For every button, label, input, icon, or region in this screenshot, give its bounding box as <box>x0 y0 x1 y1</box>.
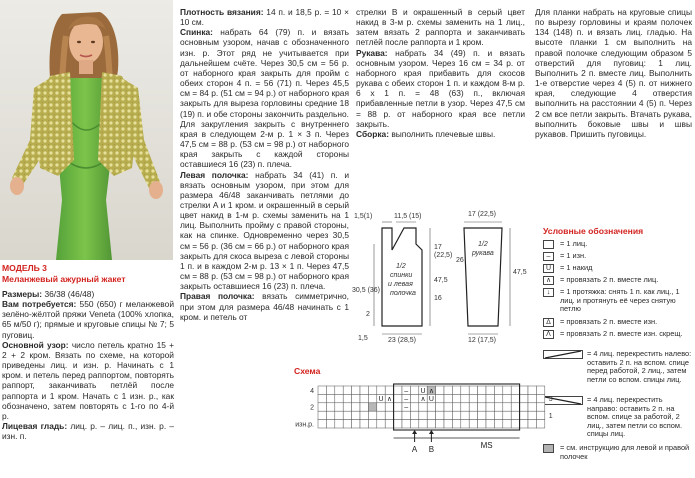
dim-top-left: 1,5(1) <box>354 213 373 220</box>
sleeve-label: Рукава: <box>356 47 388 58</box>
chart-cell <box>335 403 343 411</box>
chart-cell <box>343 411 351 419</box>
density-label: Плотность вязания: <box>180 7 264 17</box>
chart-cell <box>394 420 402 428</box>
chart-cell <box>385 411 393 419</box>
rapport-label: MS <box>480 441 493 450</box>
sleeve-12: 12 (17,5) <box>468 337 497 344</box>
column-2-text <box>180 7 349 322</box>
chart-cell <box>436 411 444 419</box>
chart-cell <box>536 394 544 402</box>
chart-cell <box>461 411 469 419</box>
chart-cell <box>511 394 519 402</box>
chart-cell <box>478 411 486 419</box>
legend-text: = провязать 2 п. вместе изн. <box>560 317 658 326</box>
chart-cell <box>461 394 469 402</box>
scheme-title: Схема <box>294 366 321 376</box>
chart-cell <box>528 394 536 402</box>
dim-height-b: (22,5) <box>434 252 453 259</box>
garment-diagram <box>352 204 532 354</box>
legend-text: = провязать 2 п. вместе лиц. <box>560 275 659 284</box>
chart-cell <box>360 403 368 411</box>
assembly-value: выполнить плечевые швы. <box>391 128 496 139</box>
dim-side: 2 <box>366 311 370 318</box>
chart-cell <box>377 386 385 394</box>
chart-cell <box>385 386 393 394</box>
chart-cell <box>444 386 452 394</box>
chart-row-label: 3 <box>548 396 553 404</box>
stockinette-paragraph <box>2 421 174 441</box>
chart-row-label: изн.р. <box>295 421 314 429</box>
chart-row-label: 4 <box>310 387 314 395</box>
chart-cell <box>436 386 444 394</box>
chart-cell <box>486 394 494 402</box>
sleeve-top: 17 (22,5) <box>468 211 497 218</box>
chart-cell <box>528 411 536 419</box>
chart-cell <box>410 403 418 411</box>
chart-cell <box>352 411 360 419</box>
chart-cell <box>511 403 519 411</box>
legend-text: = 1 лиц. <box>560 239 588 248</box>
density-value: 14 п. и 18,5 р. = 10 × 10 см. <box>180 7 349 28</box>
legend-symbol-icon: ↓ <box>543 288 554 297</box>
chart-cell <box>461 403 469 411</box>
chart-cell <box>503 411 511 419</box>
legend-text: = 1 накид <box>560 263 593 272</box>
stockinette-value: лиц. р. – лиц. п., изн. р. – изн. п. <box>2 421 175 442</box>
chart-cell <box>318 411 326 419</box>
legend-symbol-icon: ∧ <box>543 276 554 285</box>
chart-cell <box>410 420 418 428</box>
legend-symbol-icon <box>543 444 554 453</box>
sleeve-26: 26 <box>456 257 464 264</box>
chart-cell <box>368 386 376 394</box>
chart-row-label: 2 <box>310 404 314 412</box>
chart-symbol: – <box>404 387 409 395</box>
dim-bottom: 23 (28,5) <box>388 337 417 344</box>
chart-cell <box>478 420 486 428</box>
materials-label: Вам потребуется: <box>2 299 77 310</box>
dim-47-5: 47,5 <box>434 277 448 284</box>
materials-paragraph <box>2 299 174 340</box>
chart-cell <box>368 394 376 402</box>
arrow-a-label: A <box>411 445 418 454</box>
chart-cell <box>536 411 544 419</box>
dim-top-a: 11,5 (15) <box>394 213 422 220</box>
legend-title: Условные обозначения <box>543 226 644 236</box>
chart-symbol: ∧ <box>420 396 426 404</box>
chart-cell <box>410 411 418 419</box>
chart-cell <box>478 386 486 394</box>
chart-cell <box>469 420 477 428</box>
chart-cell <box>478 394 486 402</box>
chart-cell <box>335 420 343 428</box>
chart-cell <box>427 403 435 411</box>
chart-cell <box>427 411 435 419</box>
chart-cell <box>520 386 528 394</box>
chart-cell <box>436 420 444 428</box>
chart-cell <box>461 386 469 394</box>
arrow-b-label: B <box>428 445 435 454</box>
chart-symbol: – <box>404 404 409 412</box>
chart-cell <box>494 420 502 428</box>
garment-diagram-svg <box>352 204 532 354</box>
chart-cell <box>503 420 511 428</box>
chart-cell <box>486 386 494 394</box>
sizes-value: 36/38 (46/48) <box>44 289 95 299</box>
chart-cell <box>335 411 343 419</box>
chart-cell <box>478 403 486 411</box>
chart-cell <box>427 420 435 428</box>
legend-symbol-icon: U <box>543 264 554 273</box>
arrow-b-head-icon <box>429 430 434 434</box>
chart-cell <box>494 403 502 411</box>
right-front-paragraph <box>180 291 349 321</box>
chart-cell <box>528 403 536 411</box>
legend-symbol-icon <box>543 240 554 249</box>
legend-text: = провязать 2 п. вместе изн. скрещ. <box>560 329 683 338</box>
chart-cell <box>318 403 326 411</box>
chart-cell <box>360 411 368 419</box>
chart-cell <box>360 386 368 394</box>
chart-cell <box>486 420 494 428</box>
right-front-value: вязать симметрично, при этом для размера 46/48 начинать с 1 кром. и петель от <box>180 291 349 322</box>
chart-cell <box>360 394 368 402</box>
right-front-label: Правая полочка: <box>180 291 255 302</box>
chart-cell <box>326 394 334 402</box>
model-photo-illustration <box>0 0 173 260</box>
chart-cell <box>452 394 460 402</box>
chart-cell <box>511 411 519 419</box>
chart-cell <box>436 403 444 411</box>
chart-cell <box>469 394 477 402</box>
model-number: МОДЕЛЬ 3 <box>2 263 47 273</box>
chart-cell <box>352 394 360 402</box>
chart-cell <box>452 420 460 428</box>
chart-cell <box>368 420 376 428</box>
dim-mid: 30,5 (36) <box>352 287 381 294</box>
chart-cell <box>377 403 385 411</box>
chart-row-label: 1 <box>548 413 553 420</box>
stitch-chart-svg <box>282 376 553 473</box>
legend-text: = 1 протяжка: снять 1 п. как лиц., 1 лиц. и протянуть её через снятую петлю <box>560 287 680 314</box>
chart-cell <box>335 386 343 394</box>
chart-cell <box>352 420 360 428</box>
chart-cell <box>326 386 334 394</box>
chart-cell <box>444 403 452 411</box>
chart-cell <box>394 403 402 411</box>
front-piece-label: 1/2 спинки и левая полочка <box>388 263 416 297</box>
assembly-label: Сборка: <box>356 128 389 139</box>
chart-cell <box>503 386 511 394</box>
chart-cell <box>444 420 452 428</box>
stockinette-label: Лицевая гладь: <box>2 421 68 432</box>
back-label: Спинка: <box>180 27 213 38</box>
chart-cell <box>385 420 393 428</box>
chart-cell <box>326 411 334 419</box>
dim-height-a: 17 <box>434 244 442 251</box>
chart-cell <box>469 386 477 394</box>
chart-cell <box>343 394 351 402</box>
chart-cell <box>368 411 376 419</box>
main-pattern-paragraph <box>2 340 174 421</box>
chart-cell <box>520 411 528 419</box>
left-front-label: Левая полочка: <box>180 169 249 180</box>
chart-cell <box>520 394 528 402</box>
chart-cell <box>536 420 544 428</box>
chart-cell <box>402 420 410 428</box>
chart-symbol: U <box>428 396 434 404</box>
chart-cell <box>318 420 326 428</box>
chart-cell <box>494 394 502 402</box>
chart-cell <box>419 411 427 419</box>
chart-cell <box>410 394 418 402</box>
chart-cell <box>536 403 544 411</box>
chart-cell <box>528 386 536 394</box>
sleeve-piece-label: 1/2 рукава <box>472 241 494 257</box>
chart-symbol: U <box>420 387 426 395</box>
chart-cell <box>385 403 393 411</box>
chart-cell <box>486 411 494 419</box>
chart-cell <box>335 394 343 402</box>
continuation-paragraph: стрелки B и окрашенный в серый цвет накид в 3-м р. схемы заменить на 1 лиц., затем вязать 2 раппорта и заканчивать петлёй после раппорта и 1 кром. <box>356 7 525 48</box>
chart-cell <box>352 386 360 394</box>
legend-text: = 1 изн. <box>560 251 587 260</box>
chart-cell <box>494 386 502 394</box>
chart-cell <box>343 403 351 411</box>
chart-cell <box>511 420 519 428</box>
chart-cell <box>377 420 385 428</box>
legend-text: = 4 лиц. перекрестить направо: оставить 2 п. на вспом. спице за работой, 2 лиц., затем петли со вспом. спицы лиц. <box>587 395 683 439</box>
left-column-text <box>2 289 174 441</box>
left-front-value: набрать 34 (41) п. и вязать основным узором, при этом для размера 46/48 заканчивать петлями до стрелки A и 1 кром. и окрашенный в серый цвет накид в 1-м р. схемы заменить на 1 лиц. Выполнить пройму с правой стороны, как на спинке. Одновременно через 30,5 см = 56 р. (36 см = 66 р.) от наборного края закрыть для скоса выреза с левой стороны 1 п. и в каждом 2-м р. 13 × 1 п. Через 47,5 см = 88 р. (53 см = 98 р.) от наборного края закрыть оставшиеся 16 (23) п. плеча. <box>180 169 350 292</box>
main-pattern-label: Основной узор: <box>2 339 69 350</box>
column-3-text <box>356 7 525 139</box>
chart-cell <box>469 411 477 419</box>
sleeve-paragraph <box>356 48 525 129</box>
chart-cell <box>469 403 477 411</box>
chart-symbol: – <box>404 396 409 404</box>
chart-cell <box>318 386 326 394</box>
chart-cell <box>536 386 544 394</box>
legend-symbol-icon: – <box>543 252 554 261</box>
chart-cell <box>486 403 494 411</box>
model-photo <box>0 0 173 260</box>
dim-16: 16 <box>434 295 442 302</box>
dim-bottom-left: 1,5 <box>358 335 368 342</box>
legend-text: = см. инструкцию для левой и правой полочек <box>560 443 690 461</box>
back-value: набрать 64 (79) п. и вязать основным узором, начав с обозначенного изн. р. Этот ряд не учитывается при дальнейшем счёте. Через 30,5 см = 56 р. от наборного края закрыть для пройм с обеих сторон 4 п. = 56 (71) п. Через 45,5 см = 84 р. (51 см = 94 р.) от наборного края закрыть для выреза горловины средние 18 (19) п. и обе стороны закончить раздельно. Для закругления закрыть с внутреннего края в следующем 2-м р. 1 × 3 п. Через 47,5 см = 88 р. (53 см = 98 р.) от наборного края закрыть с каждой стороны оставшиеся 16 (23) п. плеча. <box>180 27 349 170</box>
model-heading <box>2 263 174 284</box>
model-title: Меланжевый ажурный жакет <box>2 273 126 284</box>
chart-cell <box>461 420 469 428</box>
chart-cell <box>503 394 511 402</box>
sleeve-side: 47,5 <box>513 269 527 276</box>
chart-cell <box>377 411 385 419</box>
chart-cell <box>360 420 368 428</box>
chart-cell <box>444 411 452 419</box>
legend-text: = 4 лиц. перекрестить налево: оставить 2 п. на вспом. спице перед работой, 2 лиц., затем петли со вспом. спицы лиц. <box>587 349 692 384</box>
chart-cell <box>452 386 460 394</box>
sizes-label: Размеры: <box>2 289 43 299</box>
chart-cell <box>520 420 528 428</box>
chart-cell <box>326 403 334 411</box>
left-front-paragraph <box>180 170 349 292</box>
chart-symbol: U <box>378 396 384 404</box>
chart-cell <box>444 394 452 402</box>
chart-cell <box>452 403 460 411</box>
sizes-paragraph <box>2 289 174 299</box>
column-4-text <box>535 7 692 139</box>
chart-cell <box>402 411 410 419</box>
chart-cell <box>528 420 536 428</box>
chart-cell <box>419 403 427 411</box>
chart-cell <box>394 386 402 394</box>
legend-symbol-icon: Λ <box>543 330 554 339</box>
chart-cell <box>511 386 519 394</box>
chart-cell <box>352 403 360 411</box>
chart-cell <box>494 411 502 419</box>
chart-cell <box>343 420 351 428</box>
density-paragraph <box>180 7 349 27</box>
chart-cell <box>452 411 460 419</box>
placket-paragraph: Для планки набрать на круговые спицы по вырезу горловины и краям полочек 134 (148) п. и вязать лиц. гладью. На высоте планки 1 см выполнить на правой полочке следующим образом 5 отверстий для пуговиц: 1 лиц. Выполнить 2 п. вместе лиц. Выполнить 1-е отверстие через 4 (5) п. от нижнего края, следующие 4 отверстия выполнить на расстоянии 4 (5) п. Через 2 см все петли закрыть. Втачать рукава, выполнить боковые швы и швы рукавов. Пришить пуговицы. <box>535 7 692 139</box>
chart-cell <box>436 394 444 402</box>
main-pattern-value: число петель кратно 15 + 2 + 2 кром. Вязать по схеме, на которой приведены лиц. и изн. р. Начинать с 1 кром. и петель перед раппортом, повторять раппорт, заканчивать петлёй после раппорта и 1 кром. Начать с 1 изн. р., как обозначено, затем повторять с 1-го по 4-й р. <box>2 339 174 421</box>
chart-symbol: ∧ <box>428 387 434 395</box>
stitch-chart <box>282 376 553 473</box>
chart-cell <box>410 386 418 394</box>
legend-symbol-icon: ∆ <box>543 318 554 327</box>
chart-symbol: ∧ <box>386 396 392 404</box>
assembly-paragraph <box>356 129 525 139</box>
sleeve-value: набрать 34 (49) п. и вязать основным узором. Через 16 см = 34 р. от наборного края прибавить для скосов рукава с обеих сторон 1 п. и каждом 8-м р. 6 x 1 п. = 48 (63) п., включая прибавленные петли в узор. Через 47,5 см = 88 р. от наборного края все петли закрыть. <box>356 47 526 129</box>
chart-cell <box>394 394 402 402</box>
chart-cell <box>394 411 402 419</box>
back-paragraph <box>180 27 349 169</box>
materials-value: 550 (650) г меланжевой зелёно-жёлтой пряжи Veneta (100% хлопка, 65 м/50 г); прямые и круговые спицы № 7; 5 пуговиц. <box>2 299 174 340</box>
chart-cell <box>343 386 351 394</box>
chart-cell <box>503 403 511 411</box>
chart-cell <box>520 403 528 411</box>
arrow-a-head-icon <box>412 430 417 434</box>
chart-cell <box>368 403 376 411</box>
chart-cell <box>419 420 427 428</box>
cable-left-icon <box>543 350 583 359</box>
chart-cell <box>326 420 334 428</box>
chart-cell <box>318 394 326 402</box>
